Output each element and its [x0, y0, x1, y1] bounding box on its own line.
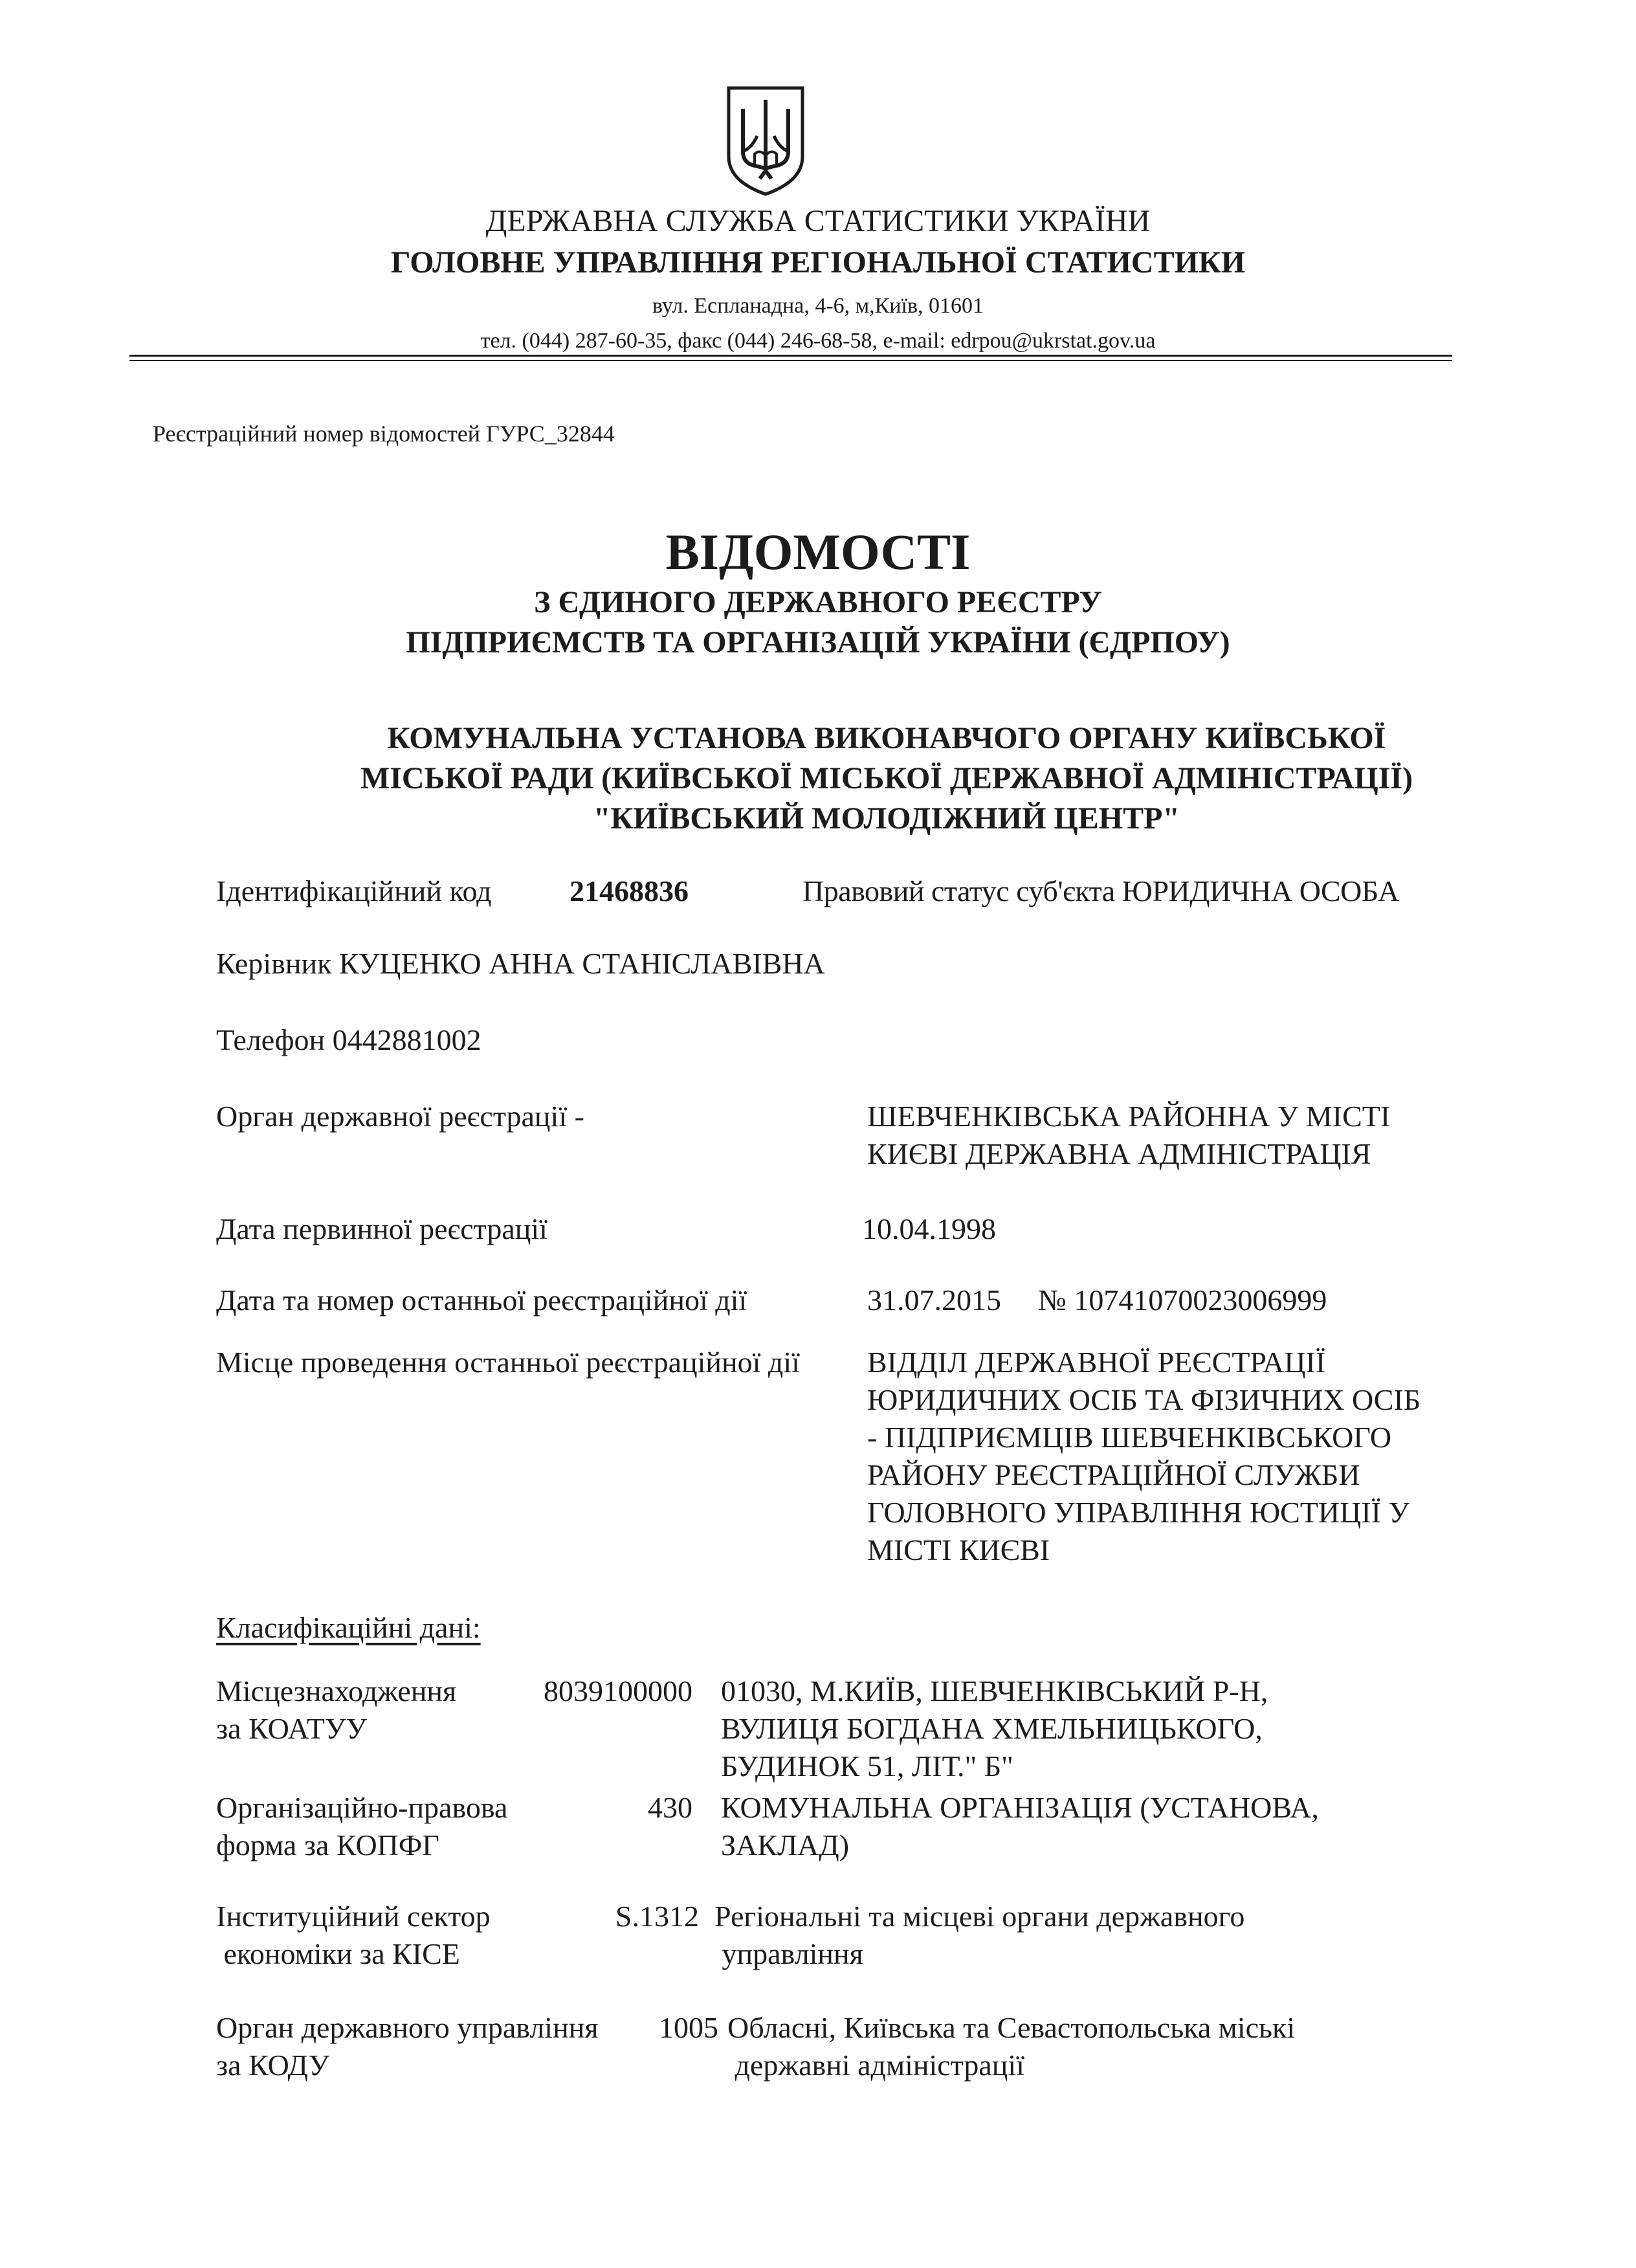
- last-action-place-line-3: - ПІДПРИЄМЦІВ ШЕВЧЕНКІВСЬКОГО: [867, 1421, 1392, 1454]
- classification-row-kise-value-2: управління: [714, 1937, 863, 1970]
- id-code-label: Ідентифікаційний код: [216, 874, 492, 907]
- last-action-place-line-6: МІСТІ КИЄВІ: [867, 1533, 1050, 1566]
- classification-row-koatuu-code: 8039100000: [544, 1674, 692, 1707]
- classification-row-kise-label-1: Інституційний сектор: [216, 1900, 491, 1933]
- last-action-place-label: Місце проведення останньої реєстраційної дії: [216, 1346, 800, 1379]
- registration-authority-value-line-1: ШЕВЧЕНКІВСЬКА РАЙОННА У МІСТІ: [867, 1100, 1391, 1133]
- last-action-number: № 10741070023006999: [1038, 1284, 1327, 1317]
- classification-row-kise-label-2: економіки за КІСЕ: [216, 1937, 460, 1970]
- classification-row-kopfg-value-1: КОМУНАЛЬНА ОРГАНІЗАЦІЯ (УСТАНОВА,: [721, 1791, 1319, 1824]
- head-of-organization: Керівник КУЦЕНКО АННА СТАНІСЛАВІВНА: [216, 947, 825, 980]
- classification-row-kodu-label-1: Орган державного управління: [216, 2011, 599, 2044]
- document-subtitle-line-1: З ЄДИНОГО ДЕРЖАВНОГО РЕЄСТРУ: [534, 585, 1102, 619]
- document-title: ВІДОМОСТІ: [665, 524, 971, 580]
- classification-row-kodu-label-2: за КОДУ: [216, 2049, 330, 2082]
- classification-row-koatuu-value-3: БУДИНОК 51, ЛІТ." Б": [721, 1750, 1013, 1783]
- registration-authority-value-line-2: КИЄВІ ДЕРЖАВНА АДМІНІСТРАЦІЯ: [867, 1137, 1371, 1170]
- organization-name-line-2: МІСЬКОЇ РАДИ (КИЇВСЬКОЇ МІСЬКОЇ ДЕРЖАВНОЇ АДМІНІСТРАЦІЇ): [360, 761, 1413, 795]
- classification-row-kopfg-code: 430: [648, 1791, 692, 1824]
- registration-number: Реєстраційний номер відомостей ГУРС_32844: [153, 421, 615, 447]
- classification-row-kopfg-label-2: форма за КОПФГ: [216, 1829, 439, 1862]
- header-rule-thin: [129, 360, 1452, 361]
- classification-row-koatuu-value-2: ВУЛИЦЯ БОГДАНА ХМЕЛЬНИЦЬКОГО,: [721, 1712, 1263, 1745]
- classification-row-kise-value-1: Регіональні та місцеві органи державного: [714, 1900, 1245, 1933]
- department-name: ГОЛОВНЕ УПРАВЛІННЯ РЕГІОНАЛЬНОЇ СТАТИСТИКИ: [390, 245, 1246, 280]
- classification-heading: Класифікаційні дані:: [216, 1611, 481, 1644]
- first-registration-date: 10.04.1998: [862, 1212, 996, 1245]
- last-action-label: Дата та номер останньої реєстраційної дії: [216, 1284, 747, 1317]
- classification-row-koatuu-label-2: за КОАТУУ: [216, 1712, 367, 1745]
- last-action-place-line-4: РАЙОНУ РЕЄСТРАЦІЙНОЇ СЛУЖБИ: [867, 1458, 1360, 1491]
- classification-row-kodu-value-2: державні адміністрації: [727, 2049, 1024, 2082]
- organization-name-line-1: КОМУНАЛЬНА УСТАНОВА ВИКОНАВЧОГО ОРГАНУ КИЇВСЬКОЇ: [387, 721, 1386, 755]
- phone-number: Телефон 0442881002: [216, 1023, 481, 1056]
- id-code-value: 21468836: [569, 874, 689, 907]
- document-subtitle-line-2: ПІДПРИЄМСТВ ТА ОРГАНІЗАЦІЙ УКРАЇНИ (ЄДРПОУ): [406, 625, 1230, 660]
- classification-row-koatuu-label-1: Місцезнаходження: [216, 1674, 457, 1707]
- last-action-place-line-1: ВІДДІЛ ДЕРЖАВНОЇ РЕЄСТРАЦІЇ: [867, 1346, 1326, 1379]
- classification-row-kodu-value-1: Обласні, Київська та Севастопольська міські: [727, 2011, 1296, 2044]
- last-action-date: 31.07.2015: [867, 1284, 1001, 1317]
- registration-authority-label: Орган державної реєстрації -: [216, 1100, 584, 1133]
- legal-status: Правовий статус суб'єкта ЮРИДИЧНА ОСОБА: [802, 874, 1399, 907]
- trident-coat-of-arms-icon: [724, 84, 808, 198]
- agency-address: вул. Еспланадна, 4-6, м,Київ, 01601: [652, 294, 984, 318]
- organization-name-line-3: "КИЇВСЬКИЙ МОЛОДІЖНИЙ ЦЕНТР": [593, 801, 1180, 836]
- header-rule: [129, 355, 1452, 357]
- last-action-place-line-5: ГОЛОВНОГО УПРАВЛІННЯ ЮСТИЦІЇ У: [867, 1496, 1410, 1529]
- classification-row-kopfg-label-1: Організаційно-правова: [216, 1791, 508, 1824]
- agency-contacts: тел. (044) 287-60-35, факс (044) 246-68-58, e-mail: edrpou@ukrstat.gov.ua: [480, 329, 1156, 353]
- classification-row-kodu-code: 1005: [659, 2011, 718, 2044]
- first-registration-label: Дата первинної реєстрації: [216, 1212, 547, 1245]
- last-action-place-line-2: ЮРИДИЧНИХ ОСІБ ТА ФІЗИЧНИХ ОСІБ: [867, 1383, 1421, 1416]
- agency-name: ДЕРЖАВНА СЛУЖБА СТАТИСТИКИ УКРАЇНИ: [485, 204, 1151, 238]
- classification-row-kise-code: S.1312: [615, 1900, 699, 1933]
- classification-row-koatuu-value-1: 01030, М.КИЇВ, ШЕВЧЕНКІВСЬКИЙ Р-Н,: [721, 1674, 1268, 1707]
- classification-row-kopfg-value-2: ЗАКЛАД): [721, 1829, 850, 1862]
